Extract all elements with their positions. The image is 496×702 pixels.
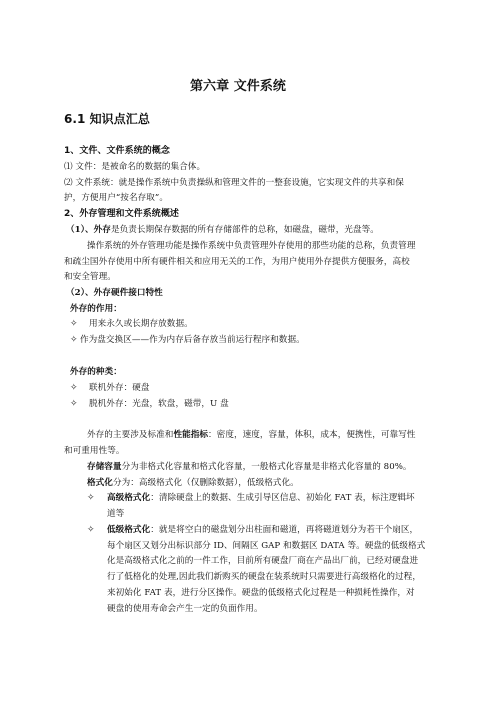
text-external-storage: 是负责长期保存数据的所有存储部件的总称，如磁盘，磁带，光盘等。: [110, 225, 379, 235]
list-item-low-format-line-2: 每个扇区又划分出标识部分 ID、间隔区 GAP 和数据区 DATA 等。硬盘的低级格式: [107, 541, 426, 551]
section-title: 6.1 知识点汇总: [64, 112, 150, 126]
bullet-diamond-icon: ✧: [70, 319, 78, 329]
text-high-format: ：清除硬盘上的数据、生成引导区信息、初始化 FAT 表，标注逻辑坏: [150, 493, 415, 503]
paragraph-filesystem-definition-cont: 护，方便用户“按名存取”。: [64, 193, 168, 203]
bullet-diamond-icon: ✧: [87, 493, 95, 503]
text-performance-post: ：密度，速度，容量，体积，成本，便携性，可靠写性: [208, 430, 416, 440]
label-external-storage: （1）、外存: [66, 225, 111, 235]
paragraph-external-storage: [66, 224, 379, 236]
text-performance-bold: 性能指标: [173, 430, 209, 440]
list-item-low-format-line-4: 行了低格化的处理,因此我们新购买的硬盘在装系统时只需要进行高级格化的过程，: [107, 572, 421, 582]
heading-file-concept: 1、文件、文件系统的概念: [64, 146, 170, 156]
list-item-low-format-line-3: 化是高级格式化之前的一件工作，目前所有硬盘厂商在产品出厂前，已经对硬盘进: [107, 556, 419, 566]
paragraph-filesystem-definition: ⑵ 文件系统：就是操作系统中负责操纵和管理文件的一整套设施，它实现文件的共享和保: [64, 178, 404, 188]
label-storage-kinds: 外存的种类：: [70, 367, 122, 377]
list-item-use-2: 作为盘交换区——作为内存后备存放当前运行程序和数据。: [80, 335, 305, 345]
label-storage-use: 外存的作用：: [70, 304, 122, 314]
list-item-kind-1: 联机外存：硬盘: [89, 383, 150, 393]
bullet-diamond-icon: ✧: [70, 383, 78, 393]
list-item-low-format: [107, 524, 418, 536]
text-high-format-bold: 高级格式化: [107, 493, 151, 503]
paragraph-capacity: [87, 461, 412, 473]
list-item-high-format: [107, 492, 415, 504]
list-item-use-1: 用来永久或长期存放数据。: [89, 319, 193, 329]
text-format-bold: 格式化: [87, 478, 113, 488]
text-low-format-bold: 低级格式化: [107, 525, 151, 535]
list-item-kind-2: 脱机外存：光盘，软盘，磁带，U 盘: [89, 399, 229, 409]
text-performance-pre: 外存的主要涉及标准和: [87, 430, 174, 440]
paragraph-storage-mgmt-1: 操作系统的外存管理功能是操作系统中负责管理外存使用的那些功能的总称，负责管理: [87, 241, 416, 251]
paragraph-performance-cont: 和可重用性等。: [64, 446, 125, 456]
text-capacity-bold: 存储容量: [87, 462, 122, 472]
list-item-low-format-line-5: 来初始化 FAT 表，进行分区操作。硬盘的低级格式化过程是一种损耗性操作，对: [107, 588, 415, 598]
text-capacity: 分为非格式化容量和格式化容量，一般格式化容量是非格式化容量的 80%。: [121, 462, 412, 472]
text-format: 分为：高级格式化（仅删除数据），低级格式化。: [112, 478, 299, 488]
heading-hardware-interface: （2）、外存硬件接口特性: [66, 288, 163, 298]
text-low-format: ：就是将空白的磁盘划分出柱面和磁道，再将磁道划分为若干个扇区，: [150, 525, 419, 535]
bullet-diamond-icon: ✧: [70, 335, 78, 345]
chapter-title: 第六章 文件系统: [190, 79, 286, 94]
paragraph-storage-mgmt-2: 和疏尘国外存使用中所有硬件相关和应用无关的工作，为用户使用外存提供方便服务，高校: [64, 257, 410, 267]
paragraph-file-definition: ⑴ 文件：是被命名的数据的集合体。: [64, 162, 206, 172]
list-item-low-format-line-6: 硬盘的使用寿命会产生一定的负面作用。: [107, 604, 263, 614]
bullet-diamond-icon: ✧: [87, 525, 95, 535]
paragraph-format: [87, 477, 299, 489]
paragraph-performance: [87, 429, 415, 441]
heading-external-storage: 2、外存管理和文件系统概述: [64, 209, 179, 219]
paragraph-storage-mgmt-3: 和安全管理。: [64, 272, 116, 282]
list-item-high-format-cont: 道等: [107, 509, 125, 519]
bullet-diamond-icon: ✧: [70, 399, 78, 409]
